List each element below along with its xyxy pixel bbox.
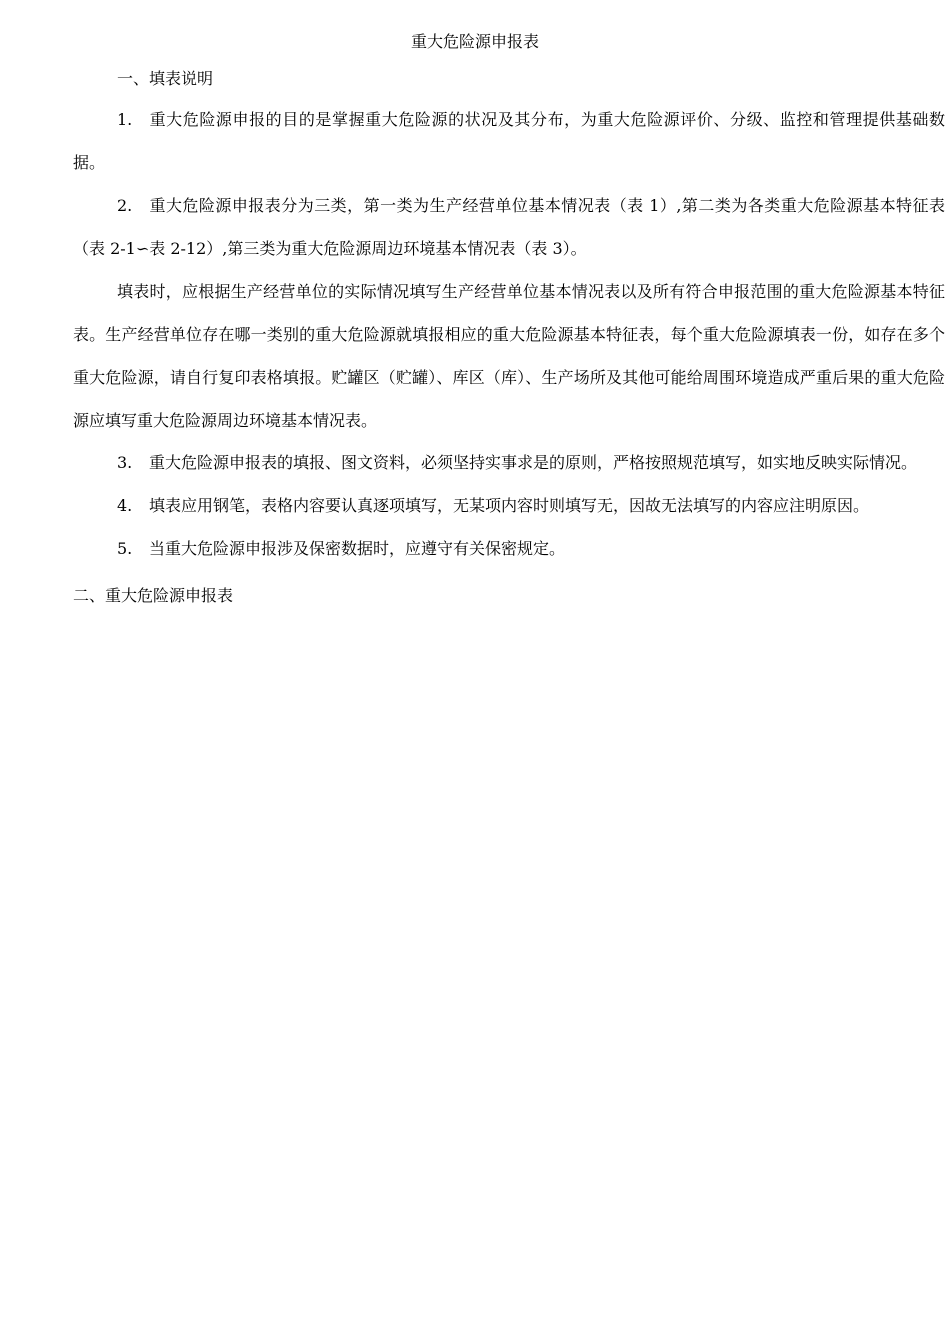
instruction-item-5 (73, 527, 945, 570)
paragraph-text: 填表时，应根据生产经营单位的实际情况填写生产经营单位基本情况表以及所有符合申报范围的重大危险源基本特征表。生产经营单位存在哪一类别的重大危险源就填报相应的重大危险源基本特征表，每个重大危险源填表一份，如存在多个重大危险源，请自行复印表格填报。贮罐区（贮罐）、库区（库）、生产场所及其他可能给周围环境造成严重后果的重大危险源应填写重大危险源周边环境基本情况表。 (73, 282, 945, 430)
instruction-item-2 (73, 184, 945, 270)
item-number: 5. (117, 539, 133, 558)
section-heading-form: 二、重大危险源申报表 (73, 586, 234, 605)
item-text: 重大危险源申报表分为三类，第一类为生产经营单位基本情况表（表 1）,第二类为各类重大危险源基本特征表（表 2-1∽表 2-12）,第三类为重大危险源周边环境基本情况表（表 3）。 (73, 196, 945, 258)
section-heading-instructions: 一、填表说明 (117, 69, 214, 88)
item-text: 重大危险源申报表的填报、图文资料，必须坚持实事求是的原则，严格按照规范填写，如实地反映实际情况。 (149, 453, 918, 472)
document-title: 重大危险源申报表 (410, 32, 539, 51)
item-number: 2. (117, 196, 133, 215)
item-number: 4. (117, 496, 133, 515)
instruction-item-4 (73, 484, 945, 527)
item-text: 当重大危险源申报涉及保密数据时，应遵守有关保密规定。 (149, 539, 566, 558)
item-number: 1. (117, 110, 133, 129)
instruction-paragraph (73, 270, 945, 442)
item-text: 填表应用钢笔，表格内容要认真逐项填写，无某项内容时则填写无，因故无法填写的内容应注明原因。 (149, 496, 870, 515)
item-text: 重大危险源申报的目的是掌握重大危险源的状况及其分布，为重大危险源评价、分级、监控和管理提供基础数据。 (73, 110, 945, 172)
item-number: 3. (117, 453, 133, 472)
instruction-item-3 (73, 441, 945, 484)
instruction-item-1 (73, 98, 945, 184)
